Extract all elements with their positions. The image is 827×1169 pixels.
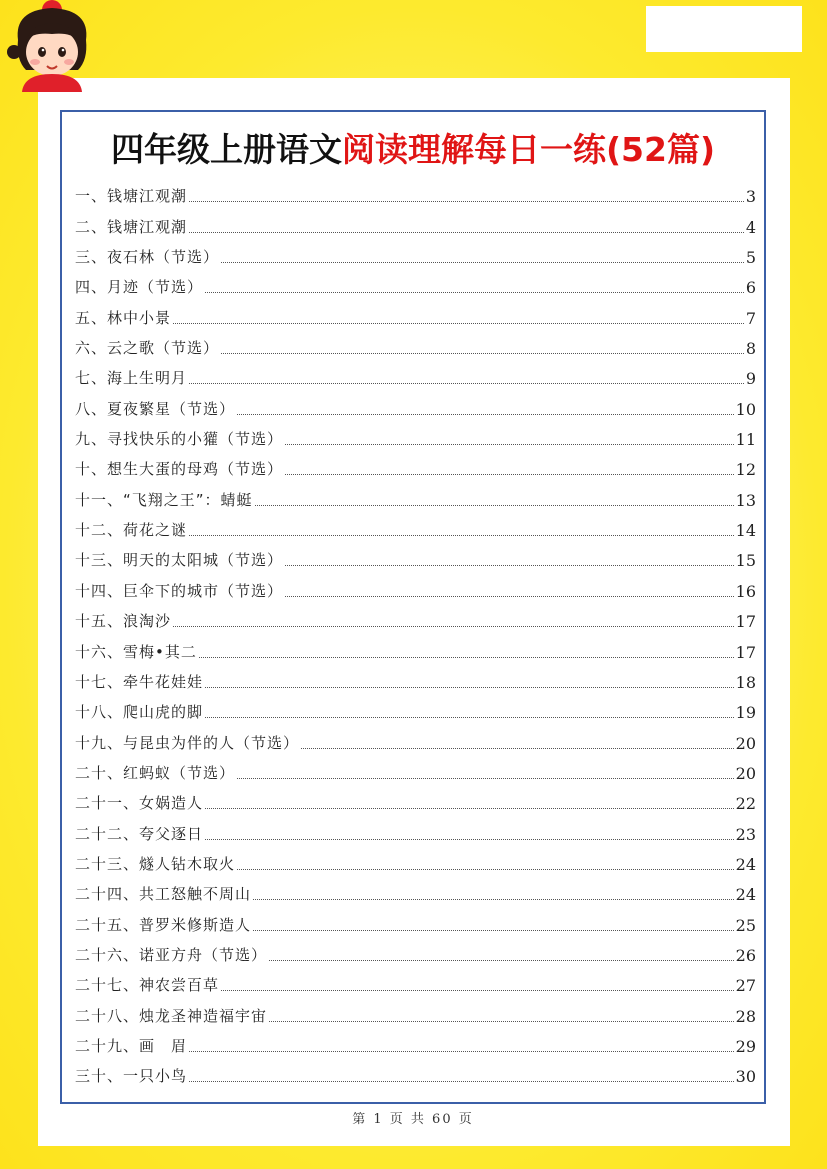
toc-entry[interactable] bbox=[75, 574, 756, 604]
toc-entry-title: 十、想生大蛋的母鸡（节选） bbox=[75, 460, 284, 479]
toc-entry-title: 十八、爬山虎的脚 bbox=[75, 703, 204, 722]
toc-dot-leader bbox=[269, 960, 734, 961]
toc-entry-page: 25 bbox=[735, 915, 756, 935]
toc-entry-title: 十二、荷花之谜 bbox=[75, 521, 188, 540]
toc-entry-page: 23 bbox=[735, 824, 756, 844]
toc-dot-leader bbox=[237, 414, 734, 415]
toc-entry-title: 一、钱塘江观潮 bbox=[75, 187, 188, 206]
toc-entry-title: 七、海上生明月 bbox=[75, 369, 188, 388]
toc-entry-title: 十四、巨伞下的城市（节选） bbox=[75, 581, 284, 600]
toc-entry-title: 二十五、普罗米修斯造人 bbox=[75, 915, 252, 934]
toc-entry-page: 20 bbox=[735, 733, 756, 753]
toc-dot-leader bbox=[189, 383, 744, 384]
toc-entry-title: 六、云之歌（节选） bbox=[75, 339, 220, 358]
toc-entry-page: 4 bbox=[745, 217, 756, 237]
toc-entry-page: 11 bbox=[735, 430, 756, 450]
toc-entry-title: 二十九、画 眉 bbox=[75, 1036, 188, 1055]
toc-entry-title: 十三、明天的太阳城（节选） bbox=[75, 551, 284, 570]
toc-entry-title: 五、林中小景 bbox=[75, 308, 172, 327]
toc-entry-page: 13 bbox=[735, 490, 756, 510]
toc-entry[interactable] bbox=[75, 1060, 756, 1090]
toc-entry[interactable] bbox=[75, 423, 756, 453]
toc-entry[interactable] bbox=[75, 180, 756, 210]
toc-entry-title: 十九、与昆虫为伴的人（节选） bbox=[75, 733, 300, 752]
toc-entry-title: 二十二、夸父逐日 bbox=[75, 824, 204, 843]
page-title bbox=[60, 124, 766, 176]
toc-dot-leader bbox=[237, 778, 734, 779]
toc-entry[interactable] bbox=[75, 544, 756, 574]
toc-entry-page: 6 bbox=[745, 278, 756, 298]
toc-entry-title: 二、钱塘江观潮 bbox=[75, 217, 188, 236]
toc-entry-title: 二十、红蚂蚁（节选） bbox=[75, 763, 236, 782]
toc-entry[interactable] bbox=[75, 757, 756, 787]
toc-entry-page: 26 bbox=[735, 945, 756, 965]
toc-dot-leader bbox=[301, 748, 734, 749]
toc-entry-page: 30 bbox=[735, 1067, 756, 1087]
toc-entry-title: 十七、牵牛花娃娃 bbox=[75, 672, 204, 691]
corner-white-card bbox=[646, 6, 802, 52]
toc-entry-page: 24 bbox=[735, 885, 756, 905]
toc-entry[interactable] bbox=[75, 696, 756, 726]
toc-dot-leader bbox=[255, 505, 734, 506]
toc-entry[interactable] bbox=[75, 241, 756, 271]
toc-dot-leader bbox=[205, 687, 734, 688]
toc-entry-title: 八、夏夜繁星（节选） bbox=[75, 399, 236, 418]
toc-entry-title: 二十三、燧人钻木取火 bbox=[75, 854, 236, 873]
toc-dot-leader bbox=[173, 323, 744, 324]
toc-entry-page: 29 bbox=[735, 1036, 756, 1056]
toc-entry-page: 7 bbox=[745, 308, 756, 328]
toc-dot-leader bbox=[189, 232, 744, 233]
toc-dot-leader bbox=[189, 1051, 734, 1052]
toc-entry-page: 27 bbox=[735, 976, 756, 996]
toc-entry[interactable] bbox=[75, 969, 756, 999]
toc-entry[interactable] bbox=[75, 939, 756, 969]
toc-entry-page: 8 bbox=[745, 339, 756, 359]
toc-entry-page: 14 bbox=[735, 521, 756, 541]
toc-entry-title: 二十八、烛龙圣神造福宇宙 bbox=[75, 1006, 268, 1025]
toc-entry-title: 十一、“飞翔之王”：蜻蜓 bbox=[75, 490, 253, 509]
title-red-part: 阅读理解每日一练(52篇) bbox=[341, 130, 716, 169]
toc-entry-page: 19 bbox=[735, 703, 756, 723]
toc-entry[interactable] bbox=[75, 210, 756, 240]
toc-entry-title: 二十一、女娲造人 bbox=[75, 794, 204, 813]
toc-entry-page: 3 bbox=[745, 187, 756, 207]
toc-dot-leader bbox=[285, 444, 734, 445]
toc-dot-leader bbox=[189, 201, 744, 202]
toc-entry[interactable] bbox=[75, 514, 756, 544]
toc-entry-page: 17 bbox=[735, 612, 756, 632]
toc-entry[interactable] bbox=[75, 999, 756, 1029]
toc-entry[interactable] bbox=[75, 271, 756, 301]
toc-entry-page: 15 bbox=[735, 551, 756, 571]
toc-entry-page: 20 bbox=[735, 763, 756, 783]
toc-entry[interactable] bbox=[75, 908, 756, 938]
toc-entry-page: 28 bbox=[735, 1006, 756, 1026]
toc-dot-leader bbox=[205, 292, 744, 293]
toc-entry-page: 10 bbox=[735, 399, 756, 419]
toc-entry-page: 22 bbox=[735, 794, 756, 814]
toc-dot-leader bbox=[253, 899, 734, 900]
toc-dot-leader bbox=[189, 1081, 734, 1082]
toc-entry-title: 四、月迹（节选） bbox=[75, 278, 204, 297]
table-of-contents bbox=[75, 180, 756, 1090]
toc-entry[interactable] bbox=[75, 605, 756, 635]
toc-entry[interactable] bbox=[75, 301, 756, 331]
toc-entry-title: 二十六、诺亚方舟（节选） bbox=[75, 945, 268, 964]
toc-dot-leader bbox=[285, 596, 734, 597]
toc-entry[interactable] bbox=[75, 787, 756, 817]
toc-entry-page: 18 bbox=[735, 672, 756, 692]
toc-entry[interactable] bbox=[75, 392, 756, 422]
toc-entry-page: 24 bbox=[735, 854, 756, 874]
toc-dot-leader bbox=[285, 474, 734, 475]
girl-mascot-icon bbox=[4, 0, 100, 92]
toc-entry[interactable] bbox=[75, 848, 756, 878]
toc-entry-title: 二十四、共工怒触不周山 bbox=[75, 885, 252, 904]
toc-entry[interactable] bbox=[75, 817, 756, 847]
toc-dot-leader bbox=[205, 808, 734, 809]
toc-dot-leader bbox=[285, 565, 734, 566]
toc-entry[interactable] bbox=[75, 1030, 756, 1060]
toc-dot-leader bbox=[173, 626, 734, 627]
toc-entry-title: 十五、浪淘沙 bbox=[75, 612, 172, 631]
toc-entry-title: 三、夜石林（节选） bbox=[75, 248, 220, 267]
toc-entry[interactable] bbox=[75, 362, 756, 392]
toc-entry-page: 12 bbox=[735, 460, 756, 480]
toc-entry[interactable] bbox=[75, 878, 756, 908]
toc-entry-title: 十六、雪梅•其二 bbox=[75, 642, 197, 661]
toc-dot-leader bbox=[221, 990, 734, 991]
toc-dot-leader bbox=[199, 657, 734, 658]
toc-dot-leader bbox=[205, 839, 734, 840]
toc-entry-title: 九、寻找快乐的小獾（节选） bbox=[75, 430, 284, 449]
toc-entry[interactable] bbox=[75, 483, 756, 513]
toc-dot-leader bbox=[189, 535, 734, 536]
toc-dot-leader bbox=[237, 869, 734, 870]
toc-entry-title: 二十七、神农尝百草 bbox=[75, 976, 220, 995]
toc-entry[interactable] bbox=[75, 453, 756, 483]
page-footer: 第 1 页 共 60 页 bbox=[352, 1112, 474, 1127]
toc-dot-leader bbox=[269, 1021, 734, 1022]
toc-dot-leader bbox=[221, 262, 744, 263]
toc-dot-leader bbox=[221, 353, 744, 354]
toc-entry-page: 16 bbox=[735, 581, 756, 601]
toc-entry-page: 17 bbox=[735, 642, 756, 662]
toc-entry-title: 三十、一只小鸟 bbox=[75, 1067, 188, 1086]
title-black-part: 四年级上册语文 bbox=[110, 130, 342, 169]
toc-entry-page: 5 bbox=[745, 248, 756, 268]
toc-entry[interactable] bbox=[75, 726, 756, 756]
toc-entry[interactable] bbox=[75, 666, 756, 696]
toc-entry-page: 9 bbox=[745, 369, 756, 389]
toc-entry[interactable] bbox=[75, 332, 756, 362]
toc-dot-leader bbox=[253, 930, 734, 931]
toc-dot-leader bbox=[205, 717, 734, 718]
toc-entry[interactable] bbox=[75, 635, 756, 665]
